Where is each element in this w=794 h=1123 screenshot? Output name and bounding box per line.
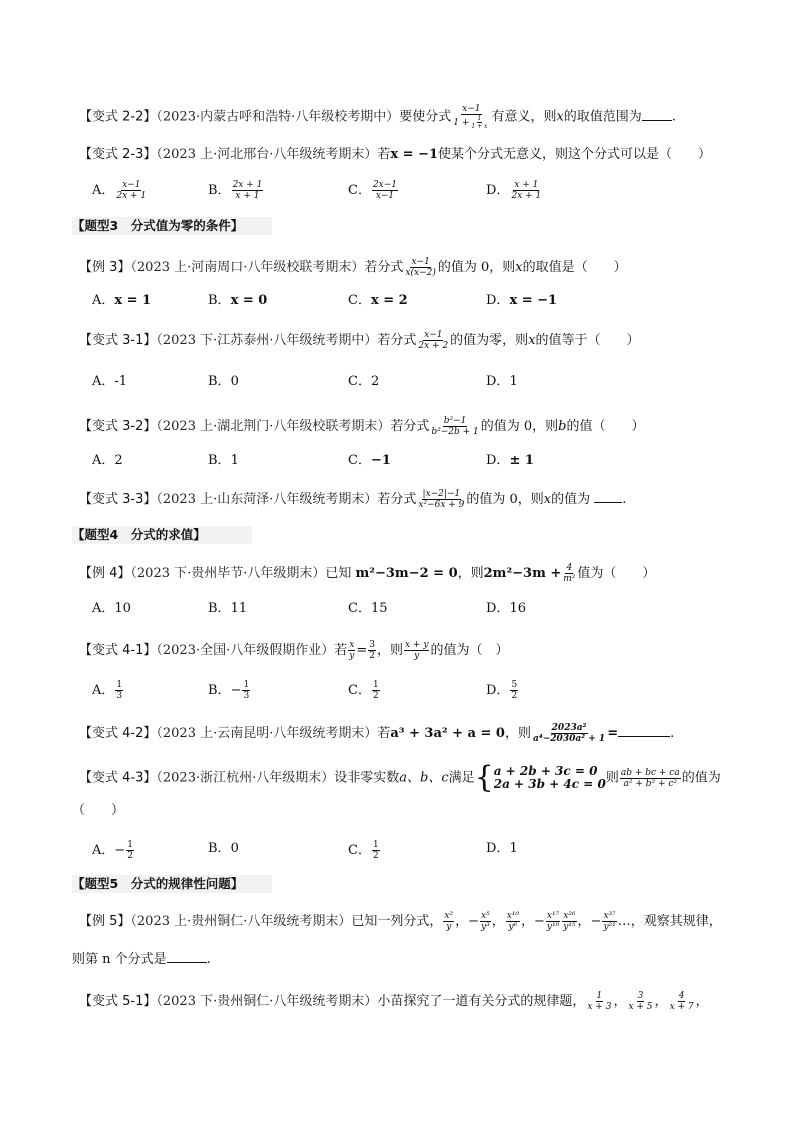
question-b31: 【变式 3-1】（2023 下·江苏泰州·八年级统考期中）若分式 $\frac{x-1}{2x + 2}$ 的值为零，则x的值等于（ ） — [79, 330, 640, 351]
question-source: （2023 下·贵州铜仁·八年级统考期末） — [156, 994, 378, 1009]
fraction: $\frac{3}{x + 5}$ — [628, 991, 653, 1012]
question-tag: 【变式 3-2】 — [79, 419, 157, 434]
option-d[interactable]: D．16 — [486, 601, 526, 616]
question-b43-paren: （ ） — [72, 803, 125, 818]
answer-blank[interactable] — [618, 736, 670, 737]
option-b[interactable]: B．− $\frac{1}{3}$ — [208, 680, 250, 701]
answer-blank[interactable] — [594, 502, 622, 503]
fraction: $\frac{\text{x²}}{y}$ — [444, 911, 454, 932]
question-b43: 【变式 4-3】（2023·浙江杭州·八年级期末）设非零实数a、b、c满足 { a + 2b + 3c = 0 2a + 3b + 4c = 0 则 $\frac{ab + bc + ca}{\text{a² + b² + c²}}$ 的值为 — [79, 760, 721, 795]
question-source: （2023 上·贵州铜仁·八年级统考期末） — [130, 914, 352, 929]
fraction: $\frac{1}{3}$ — [116, 680, 123, 701]
fraction: $\frac{\text{2023a²}}{\text{a⁴−2030a² + 1}}$ — [532, 723, 606, 744]
question-tag: 【例 5】 — [79, 914, 131, 929]
question-text: 要使分式 — [399, 109, 452, 125]
fraction: $\frac{3}{2}$ — [369, 640, 375, 661]
question-b41: 【变式 4-1】（2023·全国·八年级假期作业）若 $\frac{x}{y}$ = $\frac{3}{2}$ ，则 $\frac{x + y}{y}$ 的值为（ ） — [79, 640, 509, 661]
fraction: $\frac{x}{y}$ — [349, 640, 355, 661]
option-b[interactable]: B．1 — [208, 453, 239, 468]
fraction: $\frac{1}{1 + x}$ — [471, 115, 488, 130]
fraction: $\frac{1}{x + 3}$ — [587, 991, 612, 1012]
fraction: $\frac{\text{b²−1}}{\text{b²−2b + 1}}$ — [431, 416, 479, 437]
fraction: $\frac{x-1}{2x + 1}$ — [116, 180, 147, 201]
option-a[interactable]: A． $\frac{x-1}{2x + 1}$ — [92, 180, 147, 201]
option-d[interactable]: D．± 1 — [486, 453, 534, 468]
option-a[interactable]: A．x = 1 — [92, 293, 152, 308]
option-c[interactable]: C． $\frac{1}{2}$ — [348, 840, 379, 861]
question-ex5-cont: 则第 n 个分式是 . — [72, 952, 211, 967]
fraction: $\frac{x-1}{x(x-2)}$ — [405, 257, 436, 278]
option-b[interactable]: B．11 — [208, 601, 248, 616]
fraction: $\frac{1}{2}$ — [372, 840, 379, 861]
fraction: $\frac{5}{2}$ — [511, 680, 518, 701]
option-d[interactable]: D．1 — [486, 374, 518, 389]
fraction: $\frac{\text{x²⁶}}{\text{y¹⁵}}$ — [563, 911, 576, 932]
option-d[interactable]: D． $\frac{x + 1}{2x + 1}$ — [486, 180, 542, 201]
answer-blank[interactable] — [642, 120, 672, 121]
question-b33: 【变式 3-3】（2023 上·山东菏泽·八年级统考期末）若分式 $\frac{|x-2|-1}{\text{x²−6x + 9}}$ 的值为 0，则x的值为 . — [79, 489, 627, 510]
answer-blank[interactable] — [167, 962, 207, 963]
question-source: （2023 上·河北邢台·八年级统考期末） — [156, 147, 378, 162]
option-b[interactable]: B． $\frac{2x + 1}{x + 1}$ — [208, 180, 263, 201]
option-c[interactable]: C．x = 2 — [348, 293, 408, 308]
question-ex5: 【例 5】（2023 上·贵州铜仁·八年级统考期末）已知一列分式， $\frac{\text{x²}}{y}$ ，− $\frac{\text{x⁵}}{\text{y³}}$ ， $\frac{\text{x¹⁰}}{\text{y⁶}}$ ，− $\frac{\text{x¹⁷}}{\text{y¹⁰}}$ $\frac{\text{x²⁶}}{\text{y¹⁵}}$ ，− $\frac{\text{x³⁷}}{\text{y²¹}}$ …，观察其规律， — [79, 911, 722, 932]
question-b42: 【变式 4-2】（2023 上·云南昆明·八年级统考期末）若a³ + 3a² + a = 0，则 $\frac{\text{2023a²}}{\text{a⁴−2030a² + 1}}$ = . — [79, 723, 675, 744]
question-ex3: 【例 3】（2023 上·河南周口·八年级校联考期末）若分式 $\frac{x-1}{x(x-2)}$ 的值为 0，则x的取值是（ ） — [79, 257, 627, 278]
fraction: $\frac{1}{2}$ — [127, 840, 134, 861]
fraction: $\frac{x-1}{2x + 2}$ — [418, 330, 449, 351]
fraction: $\frac{x + 1}{2x + 1}$ — [511, 180, 542, 201]
question-b51: 【变式 5-1】（2023 下·贵州铜仁·八年级统考期末）小苗探究了一道有关分式的规律题， $\frac{1}{x + 3}$ ， $\frac{3}{x + 5}$ ， $\frac{4}{x + 7}$ ， — [79, 991, 709, 1012]
fraction: $\frac{|x-2|-1}{\text{x²−6x + 9}}$ — [418, 489, 465, 510]
fraction: $\frac{\text{x¹⁷}}{\text{y¹⁰}}$ — [546, 911, 560, 932]
question-tag: 【变式 5-1】 — [79, 994, 157, 1009]
option-a[interactable]: A．-1 — [92, 374, 128, 389]
option-a[interactable]: A． $\frac{1}{3}$ — [92, 680, 123, 701]
question-ex4: 【例 4】（2023 下·贵州毕节·八年级期末）已知 m²−3m−2 = 0，则2m²−3m + $\frac{4}{\text{m²}}$ 值为（ ） — [79, 563, 656, 584]
option-d[interactable]: D．x = −1 — [486, 293, 558, 308]
fraction: $\frac{\text{x³⁷}}{\text{y²¹}}$ — [603, 911, 616, 932]
option-c[interactable]: C． $\frac{1}{2}$ — [348, 680, 379, 701]
question-source: （2023 下·贵州毕节·八年级期末） — [130, 566, 326, 581]
fraction: $\frac{4}{x + 7}$ — [669, 991, 694, 1012]
question-source: （2023·全国·八年级假期作业） — [156, 643, 335, 658]
question-tag: 【变式 2-2】 — [79, 109, 157, 125]
question-tag: 【变式 4-2】 — [79, 726, 157, 741]
question-tag: 【变式 3-1】 — [79, 333, 157, 348]
question-source: （2023 上·河南周口·八年级校联考期末） — [130, 260, 365, 275]
question-source: （2023 上·山东菏泽·八年级统考期末） — [156, 492, 378, 507]
option-c[interactable]: C．−1 — [348, 453, 391, 468]
option-c[interactable]: C．2 — [348, 374, 380, 389]
question-tag: 【变式 3-3】 — [79, 492, 157, 507]
question-b23: 【变式 2-3】（2023 上·河北邢台·八年级统考期末）若x = −1使某个分式无意义，则这个分式可以是（ ） — [79, 147, 712, 162]
fraction: $\frac{ab + bc + ca}{\text{a² + b² + c²}}$ — [620, 767, 680, 789]
fraction: x−1 1 + $\frac{1}{1 + x}$ — [453, 104, 488, 130]
question-source: （2023 上·云南昆明·八年级统考期末） — [156, 726, 378, 741]
question-tag: 【变式 4-3】 — [79, 770, 157, 786]
option-a[interactable]: A．2 — [92, 453, 123, 468]
question-b22: 【变式 2-2】（2023·内蒙古呼和浩特·八年级校考期中）要使分式 x−1 1 + $\frac{1}{1 + x}$ 有意义，则x的取值范围为 . — [79, 104, 676, 130]
fraction: $\frac{x + y}{y}$ — [405, 640, 429, 661]
question-tag: 【例 3】 — [79, 260, 131, 275]
fraction: $\frac{2x + 1}{x + 1}$ — [232, 180, 263, 201]
option-a[interactable]: A．− $\frac{1}{2}$ — [92, 840, 134, 861]
section-heading-5: 【题型5 分式的规律性问题】 — [72, 875, 272, 893]
option-a[interactable]: A．10 — [92, 601, 131, 616]
section-heading-4: 【题型4 分式的求值】 — [72, 526, 252, 544]
fraction: $\frac{1}{3}$ — [243, 680, 250, 701]
fraction: $\frac{4}{\text{m²}}$ — [563, 563, 576, 584]
question-source: （2023 下·江苏泰州·八年级统考期中） — [156, 333, 378, 348]
option-c[interactable]: C．15 — [348, 601, 388, 616]
fraction: $\frac{1}{2}$ — [372, 680, 379, 701]
fraction: $\frac{\text{x⁵}}{\text{y³}}$ — [481, 911, 490, 932]
option-d[interactable]: D．1 — [486, 841, 518, 856]
question-tag: 【变式 2-3】 — [79, 147, 157, 162]
option-c[interactable]: C． $\frac{2x-1}{x-1}$ — [348, 180, 398, 201]
fraction: $\frac{2x-1}{x-1}$ — [372, 180, 398, 201]
option-b[interactable]: B．x = 0 — [208, 293, 268, 308]
question-source: （2023·浙江杭州·八年级期末） — [156, 770, 335, 786]
question-b32: 【变式 3-2】（2023 上·湖北荆门·八年级校联考期末）若分式 $\frac{\text{b²−1}}{\text{b²−2b + 1}}$ 的值为 0，则b的值（ ） — [79, 416, 645, 437]
option-b[interactable]: B．0 — [208, 841, 239, 856]
option-b[interactable]: B．0 — [208, 374, 239, 389]
question-source: （2023 上·湖北荆门·八年级校联考期末） — [156, 419, 391, 434]
option-d[interactable]: D． $\frac{5}{2}$ — [486, 680, 518, 701]
question-tag: 【例 4】 — [79, 566, 131, 581]
question-tag: 【变式 4-1】 — [79, 643, 157, 658]
section-heading-3: 【题型3 分式值为零的条件】 — [72, 217, 272, 235]
question-source: （2023·内蒙古呼和浩特·八年级校考期中） — [156, 109, 400, 125]
equation-system: { a + 2b + 3c = 0 2a + 3b + 4c = 0 — [474, 760, 606, 795]
fraction: $\frac{\text{x¹⁰}}{\text{y⁶}}$ — [506, 911, 520, 932]
